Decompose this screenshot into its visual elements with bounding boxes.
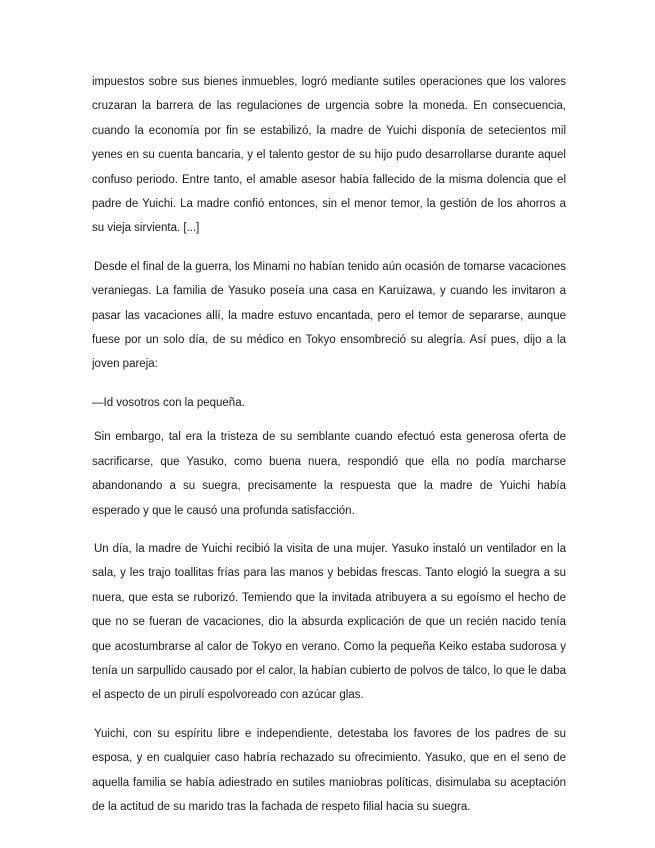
paragraph-2: Desde el final de la guerra, los Minami no habían tenido aún ocasión de tomarse vacaciones veraniegas. La familia de Yasuko poseía una casa en Karuizawa, y cuando les invitaron a pasar las vacaciones allí, la madre estuvo encantada, pero el temor de separarse, aunque fuese por un solo día, de su médico en Tokyo ensombreció su alegría. Así pues, dijo a la joven pareja:: [92, 260, 566, 371]
paragraph-5: Yuichi, con su espíritu libre e independiente, detestaba los favores de los padres de su esposa, y en cualquier caso habría rechazado su ofrecimiento. Yasuko, que en el seno de aquella familia se había adiestrado en sutiles maniobras políticas, disimulaba su aceptación de la actitud de su marido tras la fachada de respeto filial hacia su suegra.: [92, 727, 566, 813]
paragraph-3: Sin embargo, tal era la tristeza de su semblante cuando efectuó esta generosa oferta de sacrificarse, que Yasuko, como buena nuera, respondió que ella no podía marcharse abandonando a su suegra, precisamente la respuesta que la madre de Yuichi había esperado y que le causó una profunda satisfacción.: [92, 431, 566, 517]
paragraph-1: impuestos sobre sus bienes inmuebles, logró mediante sutiles operaciones que los valores cruzaran la barrera de las regulaciones de urgencia sobre la moneda. En consecuencia, cuando la economía por fin se estabilizó, la madre de Yuichi disponía de setecientos mil yenes en su cuenta bancaria, y el talento gestor de su hijo pudo desarrollarse durante aquel confuso periodo. Entre tanto, el amable asesor había fallecido de la misma dolencia que el padre de Yuichi. La madre confió entonces, sin el menor temor, la gestión de los ahorros a su vieja sirvienta. [...]: [92, 76, 566, 235]
paragraph-4: Un día, la madre de Yuichi recibió la visita de una mujer. Yasuko instaló un ventilador en la sala, y les trajo toallitas frías para las manos y bebidas frescas. Tanto elogió la suegra a su nuera, que esta se ruborizó. Temiendo que la invitada atribuyera a su egoísmo el hecho de que no se fueran de vacaciones, dio la absurda explicación de que un recién nacido tenía que acostumbrarse al calor de Tokyo en verano. Como la pequeña Keiko estaba sudorosa y tenía un sarpullido causado por el calor, la habían cubierto de polvos de talco, lo que le daba el aspecto de un pirulí espolvoreado con azúcar glas.: [92, 542, 566, 702]
dialogue-line: —Id vosotros con la pequeña.: [92, 396, 245, 409]
body-text: [92, 70, 566, 833]
